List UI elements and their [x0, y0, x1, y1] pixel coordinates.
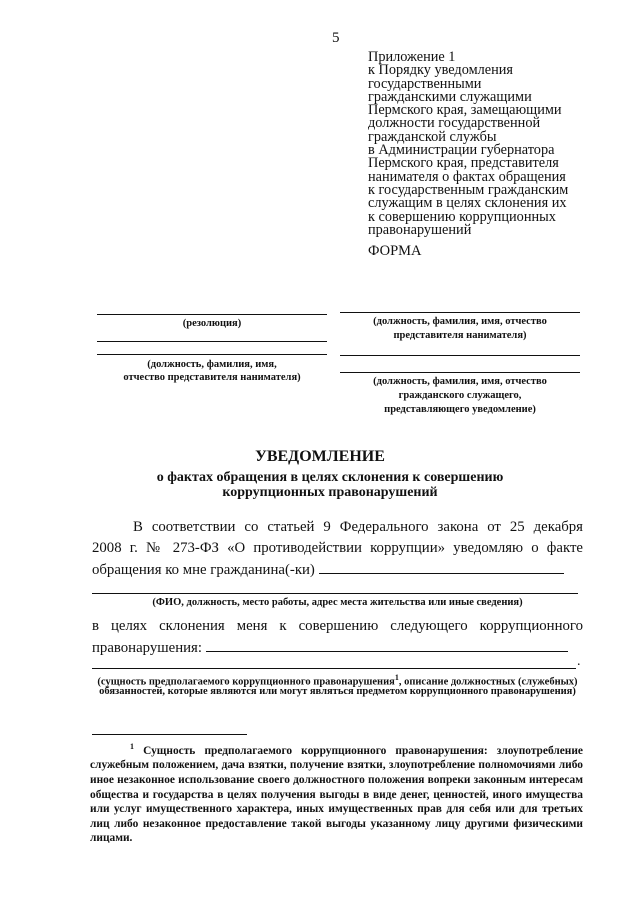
- employee-caption-line: представляющего уведомление): [384, 404, 536, 415]
- employer-field-line: [340, 312, 580, 313]
- body-line: [92, 637, 583, 659]
- employee-caption-line: (должность, фамилия, имя, отчество: [373, 376, 547, 387]
- official-field-line-1: [97, 341, 327, 342]
- document-title: УВЕДОМЛЕНИЕ: [255, 448, 385, 465]
- offense-field-line: [92, 668, 576, 669]
- offense-caption-text: , описание должностных (служебных): [398, 676, 578, 688]
- subtitle-line: коррупционных правонарушений: [222, 485, 438, 500]
- footnote: [90, 740, 583, 846]
- employer-caption-line: представителя нанимателя): [393, 330, 527, 341]
- appendix-line: гражданской службы: [368, 128, 497, 145]
- appendix-line: к государственным гражданским: [368, 181, 569, 198]
- footnote-ref: 1: [394, 673, 399, 682]
- page-number: 5: [332, 30, 340, 46]
- body-line: В соответствии со статьей 9 Федерального закона от 25 декабря: [133, 519, 583, 535]
- resolution-field-line: [97, 314, 327, 315]
- subtitle-line: о фактах обращения в целях склонения к совершению: [156, 470, 504, 485]
- person-caption: (ФИО, должность, место работы, адрес места жительства или иные сведения): [152, 597, 523, 608]
- offense-period: .: [577, 654, 581, 669]
- appendix-line: служащим в целях склонения их: [368, 195, 567, 212]
- footnote-text: Сущность предполагаемого коррупционного правонарушения: злоупотребление служебным положением, дача взятки, получение взятки, злоупотребление полномочиями либо иное незаконное использование своего должностного положения вопреки законным интересам общества и государства в целях получения выгоды в виде денег, ценностей, иного имущества или услуг имущественного характера, иных имущественных прав для себя или для третьих лиц либо незаконное предоставление такой выгоды указанному лицу другими физическими лицами.: [90, 744, 583, 845]
- appendix-line: Приложение 1: [368, 49, 456, 65]
- official-field-line-2: [97, 354, 327, 355]
- appendix-line: Пермского края, замещающими: [368, 102, 562, 119]
- body-line: [92, 559, 583, 581]
- body-text: правонарушения:: [92, 640, 202, 656]
- employee-field-line-1: [340, 355, 580, 356]
- footnote-separator: [92, 734, 247, 735]
- appendix-line: Пермского края, представителя: [368, 155, 559, 172]
- employer-caption-line: (должность, фамилия, имя, отчество: [373, 316, 547, 327]
- offense-caption-text: (сущность предполагаемого коррупционного правонарушения: [97, 676, 395, 688]
- employee-field-line-2: [340, 372, 580, 373]
- body-line: в целях склонения меня к совершению следующего коррупционного: [92, 618, 583, 634]
- appendix-line: нанимателя о фактах обращения: [368, 168, 566, 185]
- offense-fill-line: [206, 637, 568, 652]
- appendix-header: [368, 51, 618, 237]
- employee-caption-line: гражданского служащего,: [398, 390, 522, 401]
- form-label: ФОРМА: [368, 243, 422, 259]
- offense-caption-line: обязанностей, которые являются или могут являться предметом коррупционного правонарушения): [99, 686, 576, 697]
- official-caption-line: (должность, фамилия, имя,: [147, 359, 277, 370]
- resolution-caption: (резолюция): [182, 318, 242, 329]
- appendix-line: к Порядку уведомления: [368, 62, 513, 79]
- appendix-line: гражданскими служащими: [368, 88, 532, 105]
- appendix-line: государственными: [368, 75, 482, 92]
- appendix-line: в Администрации губернатора: [368, 142, 555, 159]
- body-line: 2008 г. № 273-ФЗ «О противодействии коррупции» уведомляю о факте: [92, 540, 583, 556]
- body-text: обращения ко мне гражданина(-ки): [92, 562, 315, 578]
- person-fill-line: [319, 559, 564, 574]
- appendix-line: должности государственной: [368, 115, 541, 132]
- appendix-line: правонарушений: [368, 221, 472, 238]
- official-caption-line: отчество представителя нанимателя): [123, 372, 301, 383]
- footnote-mark: 1: [130, 742, 134, 751]
- appendix-line: к совершению коррупционных: [368, 208, 556, 225]
- person-field-line: [92, 593, 578, 594]
- document-subtitle: [100, 470, 560, 500]
